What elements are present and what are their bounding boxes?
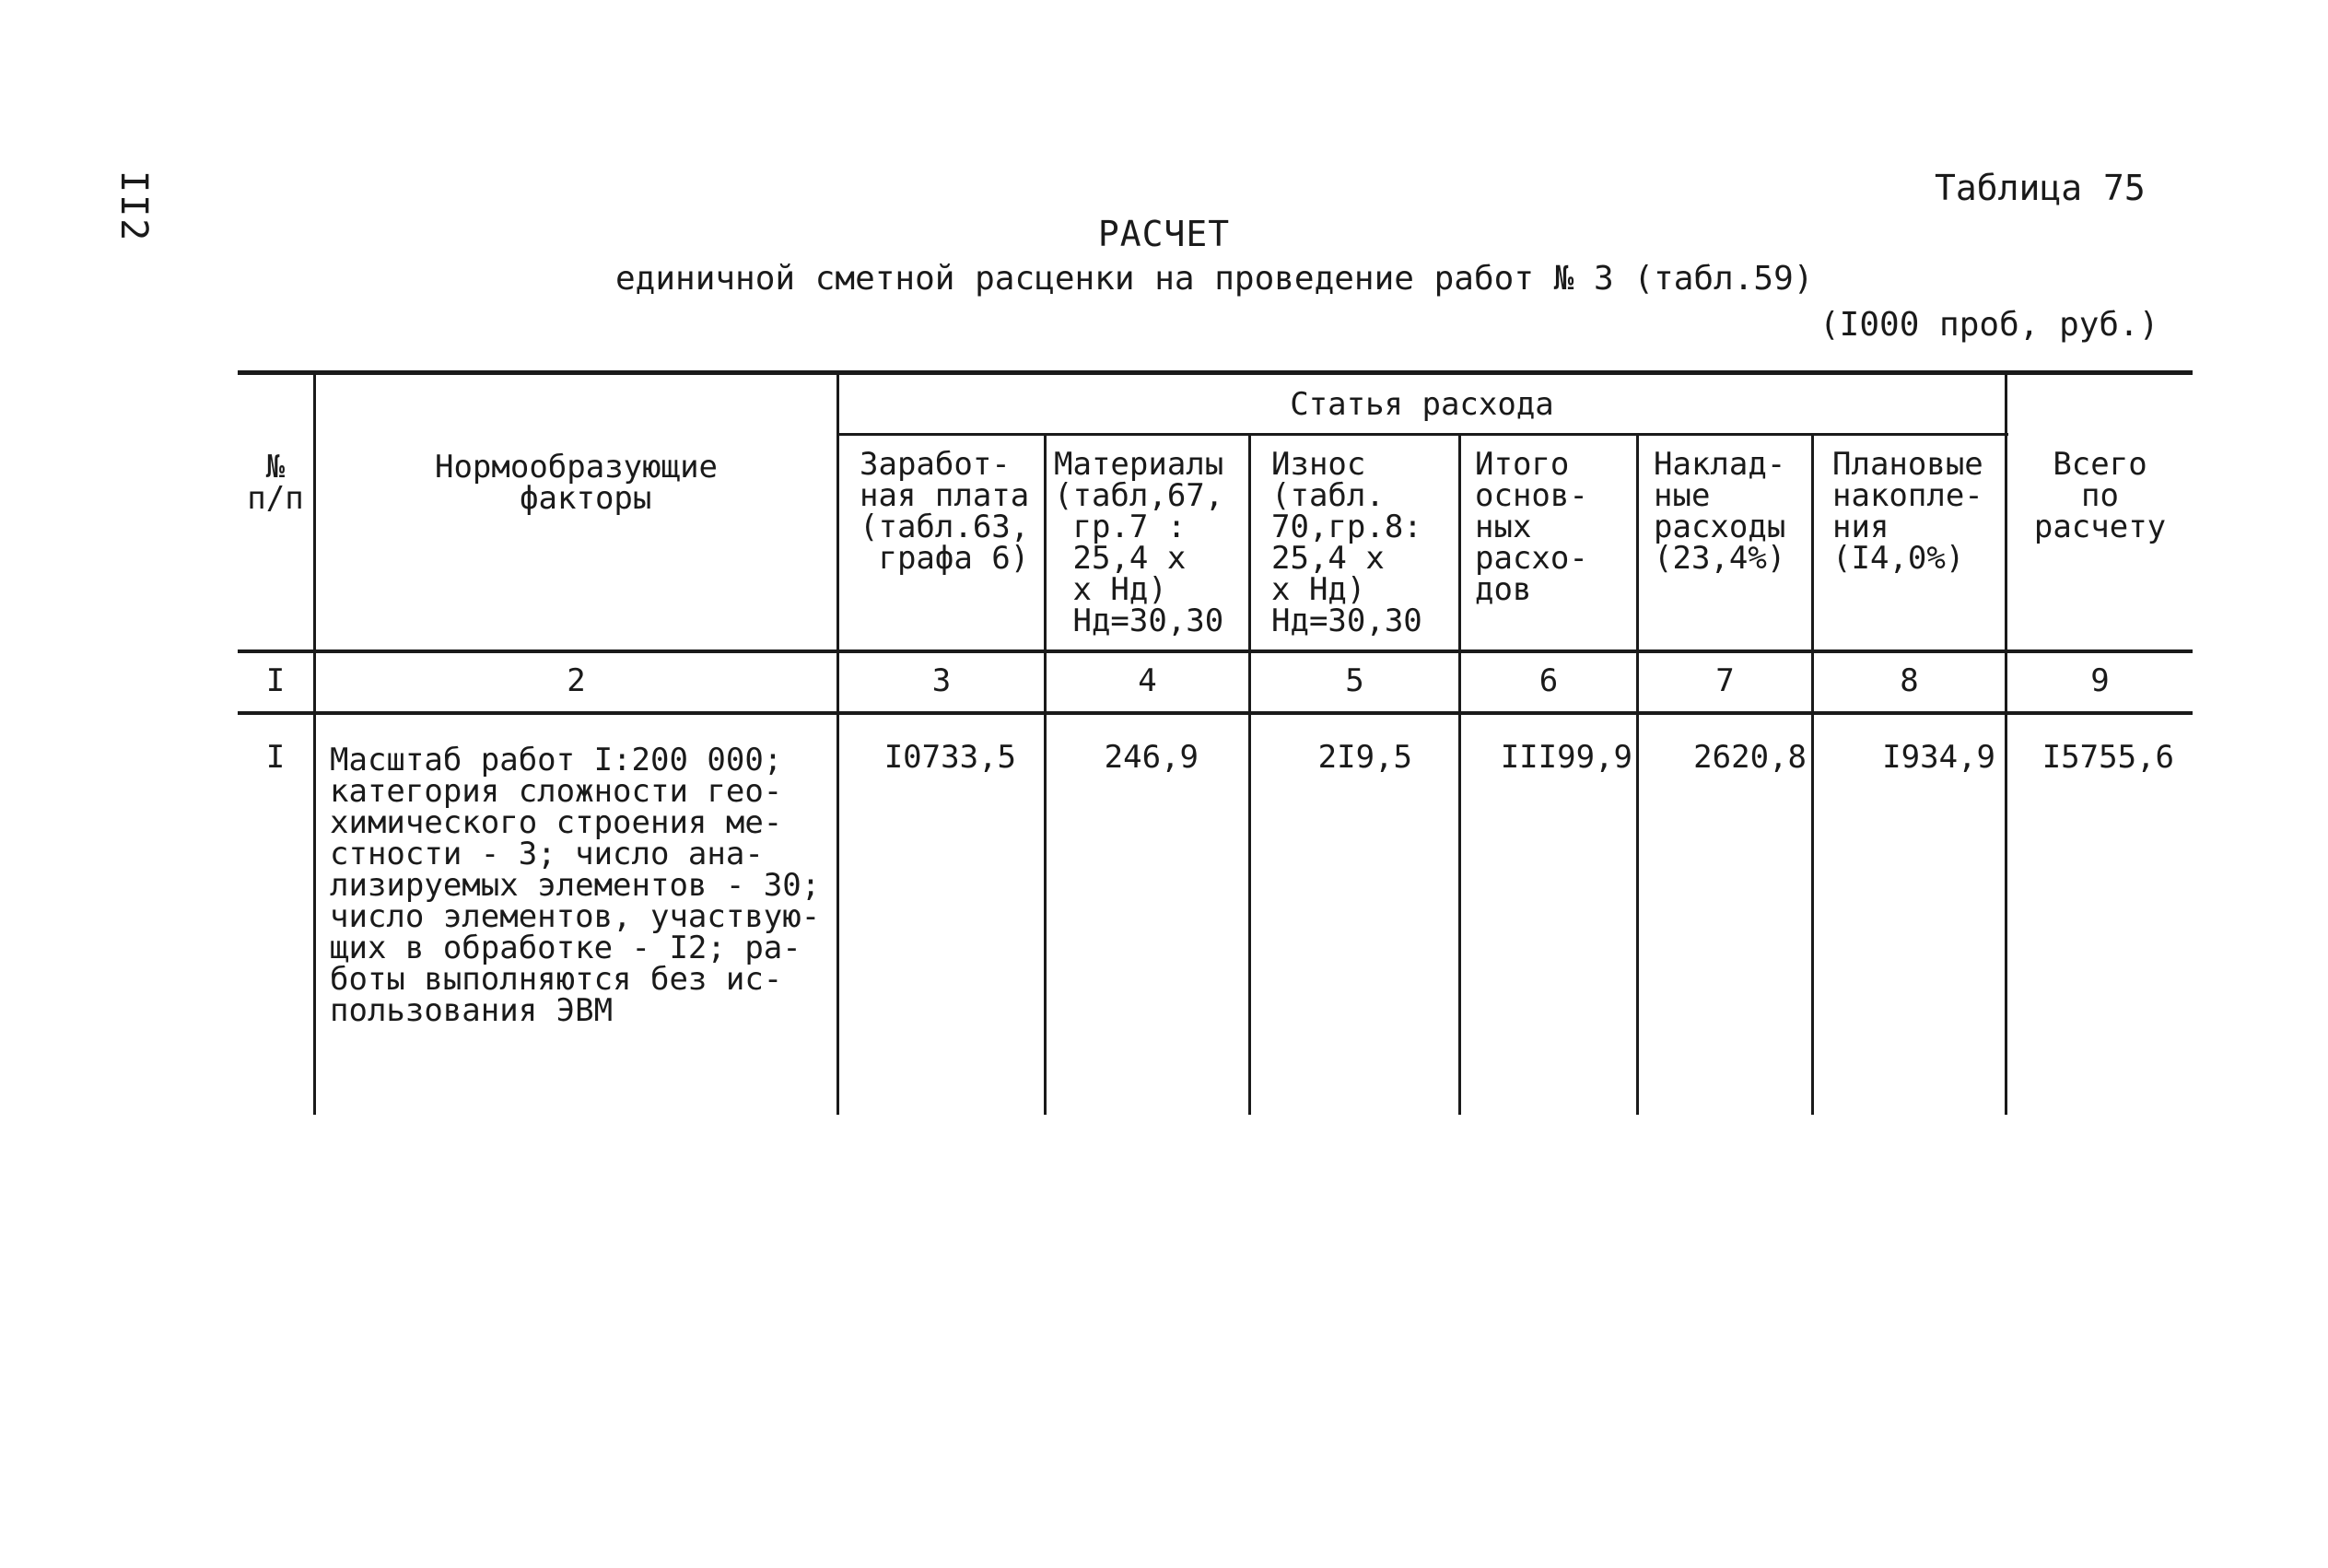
column-number-8: 8 — [1900, 662, 1919, 699]
column-number-6: 6 — [1538, 662, 1559, 699]
column-number-7: 7 — [1715, 662, 1735, 699]
table-top-border — [238, 370, 2193, 375]
header-num: № п/п — [247, 449, 304, 517]
table-label: Таблица 75 — [1935, 168, 2146, 208]
column-number-1: I — [265, 662, 286, 699]
column-numbers-bottom-border — [238, 711, 2193, 715]
row-wear: 2I9,5 — [1317, 739, 1412, 776]
header-planned-savings: Плановые накопле- ния (I4,0%) — [1832, 446, 1983, 577]
header-total-basic: Итого основ- ных расхо- дов — [1475, 446, 1588, 608]
document-title: РАСЧЕТ — [1097, 214, 1231, 254]
column-number-4: 4 — [1138, 662, 1157, 699]
column-number-9: 9 — [2090, 662, 2110, 699]
row-factors: Масштаб работ I:200 000; категория сложности гео- химического строения ме- стности - 3; число ана- лизируемых элементов - 30; число элементов, участвую- щих в обработке - I2; ра- боты выполняются без ис- пользования ЭВМ — [330, 742, 821, 1029]
units-note: (I000 проб, руб.) — [1819, 306, 2159, 344]
document-subtitle: единичной сметной расценки на проведение работ № 3 (табл.59) — [615, 260, 1814, 298]
row-materials: 246,9 — [1104, 739, 1199, 776]
row-total-basic: III99,9 — [1500, 739, 1632, 776]
header-total: Всего по расчету — [2033, 446, 2167, 545]
row-planned-savings: I934,9 — [1882, 739, 1995, 776]
row-wages: I0733,5 — [883, 739, 1016, 776]
header-overhead: Наклад- ные расходы (23,4%) — [1654, 446, 1786, 577]
row-total: I5755,6 — [2041, 739, 2174, 776]
column-divider-6 — [1636, 433, 1639, 1115]
column-divider-4 — [1248, 433, 1251, 1115]
header-materials: Материалы (табл,67, гр.7 : 25,4 х х Нд) Нд=30,30 — [1054, 446, 1224, 639]
column-number-2: 2 — [567, 662, 586, 699]
row-num: I — [265, 739, 286, 776]
column-divider-3 — [1044, 433, 1047, 1115]
column-number-5: 5 — [1345, 662, 1364, 699]
header-wages: Заработ- ная плата (табл.63, графа 6) — [860, 446, 1030, 577]
header-wear: Износ (табл. 70,гр.8: 25,4 х х Нд) Нд=30,30 — [1271, 446, 1422, 639]
column-divider-7 — [1811, 433, 1814, 1115]
column-number-3: 3 — [931, 662, 952, 699]
header-bottom-border — [238, 649, 2193, 653]
group-header-divider — [838, 433, 2008, 436]
row-overhead: 2620,8 — [1693, 739, 1807, 776]
header-group-expense-item: Статья расхода — [1290, 386, 1554, 423]
page-number: II2 — [112, 170, 155, 243]
header-factors: Нормообразующие факторы — [434, 449, 719, 517]
column-divider-5 — [1458, 433, 1461, 1115]
